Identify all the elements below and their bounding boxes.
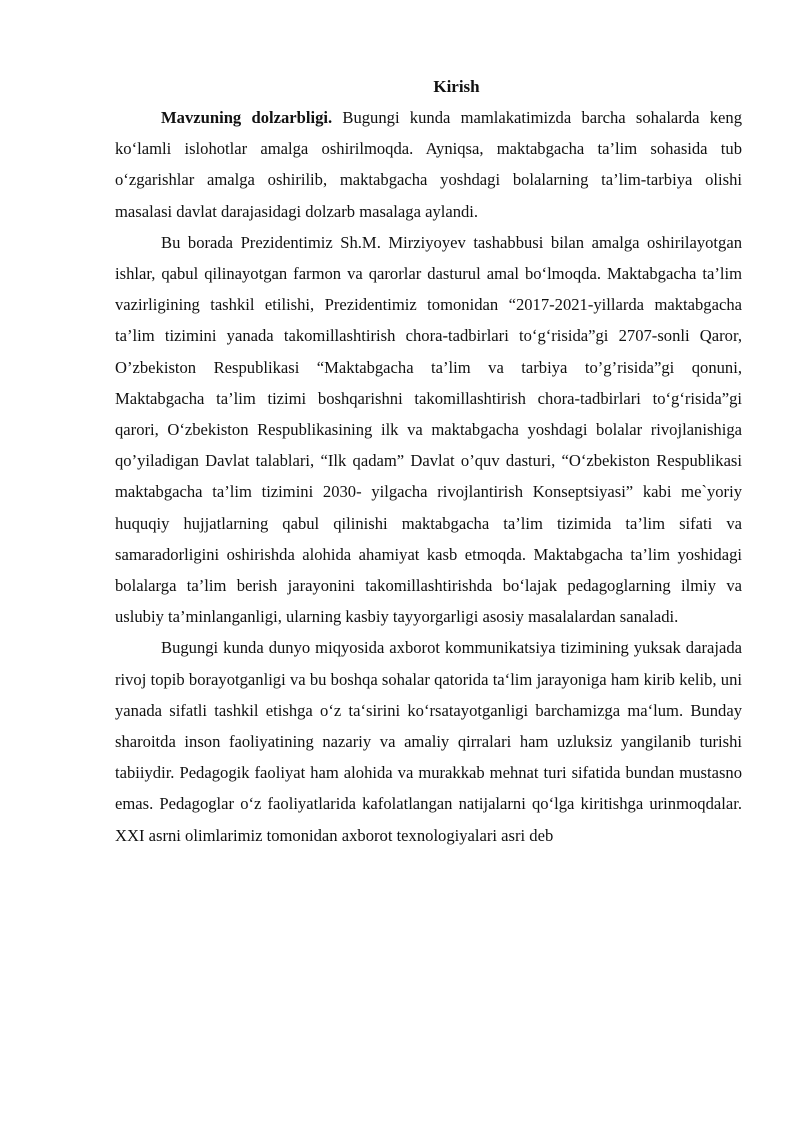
paragraph-relevance [115,102,742,227]
paragraph-ict [115,632,742,850]
document-page [115,72,742,851]
paragraph-text: Bugungi kunda mamlakatimizda barcha sohalarda keng ko‘lamli islohotlar amalga oshirilmoqda. Ayniqsa, maktabgacha ta’lim sohasida tub o‘zgarishlar amalga oshirilib, maktabgacha yoshdagi bolalarning ta’lim-tarbiya olishi masalasi davlat darajasidagi dolzarb masalaga aylandi. [115,108,742,221]
paragraph-lead: Mavzuning dolzarbligi. [161,108,333,127]
paragraph-text: Bu borada Prezidentimiz Sh.M. Mirziyoyev tashabbusi bilan amalga oshirilayotgan ishlar, qabul qilinayotgan farmon va qarorlar dasturul amal bo‘lmoqda. Maktabgacha ta’lim vazirligining tashkil etilishi, Prezidentimiz tomonidan “2017-2021-yillarda maktabgacha ta’lim tizimini yanada takomillashtirish chora-tadbirlari to‘g‘risida”gi 2707-sonli Qaror, O’zbekiston Respublikasi “Maktabgacha ta’lim va tarbiya to’g’risida”gi qonuni, Maktabgacha ta’lim tizimi boshqarishni takomillashtirish chora-tadbirlari to‘g‘risida”gi qarori, O‘zbekiston Respublikasining ilk va maktabgacha yoshdagi bolalar rivojlanishiga qo’yiladigan Davlat talablari, “Ilk qadam” Davlat o’quv dasturi, “O‘zbekiston Respublikasi maktabgacha ta’lim tizimini 2030- yilgacha rivojlantirish Konseptsiyasi” kabi me`yoriy huquqiy hujjatlarning qabul qilinishi maktabgacha ta’lim tizimida ta’lim sifati va samaradorligini oshirishda alohida ahamiyat kasb etmoqda. Maktabgacha ta’lim yoshidagi bolalarga ta’lim berish jarayonini takomillashtirishda bo‘lajak pedagoglarning ilmiy va uslubiy ta’minlanganligi, ularning kasbiy tayyorgarligi asosiy masalalardan sanaladi. [115,232,742,627]
paragraph-text: Bugungi kunda dunyo miqyosida axborot kommunikatsiya tizimining yuksak darajada rivoj topib borayotganligi va bu boshqa sohalar qatorida ta‘lim jarayoniga ham kirib kelib, uni yanada sifatli tashkil etishga o‘z ta‘sirini ko‘rsatayotganligi barchamizga ma‘lum. Bunday sharoitda inson faoliyatining nazariy va amaliy qirralari ham uzluksiz yangilanib turishi tabiiydir. Pedagogik faoliyat ham alohida va murakkab mehnat turi sifatida bundan mustasno emas. Pedagoglar o‘z faoliyatlarida kafolatlangan natijalarni qo‘lga kiritishga urinmoqdalar. XXI asrni olimlarimiz tomonidan axborot texnologiyalari asri deb [115,638,742,845]
paragraph-initiatives [115,227,742,633]
document-title: Kirish [433,77,480,96]
